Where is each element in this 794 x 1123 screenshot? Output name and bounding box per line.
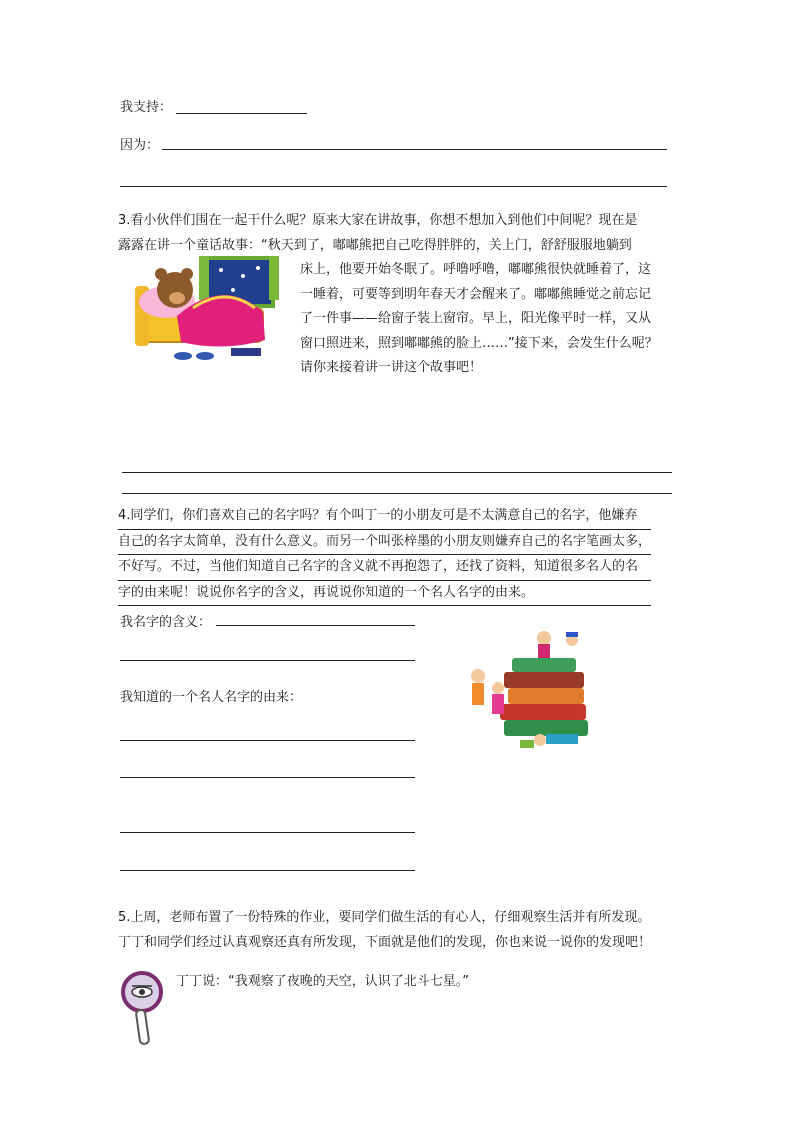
celebrity-answer-line-3[interactable]	[120, 832, 415, 833]
q3-answer-line-1[interactable]	[122, 472, 672, 473]
because-answer-line-1[interactable]	[162, 149, 667, 150]
because-answer-line-2[interactable]	[120, 186, 667, 187]
q3-story-line: 床上，他要开始冬眠了。呼噜呼噜，嘟嘟熊很快就睡着了，这	[300, 262, 652, 277]
q3-story-line: 了一件事——给窗子装上窗帘。早上，阳光像平时一样，又从	[300, 311, 652, 326]
celebrity-answer-line-2[interactable]	[120, 777, 415, 778]
book-stack-icon	[504, 720, 588, 736]
q3-intro-line: 露露在讲一个童话故事：“秋天到了，嘟嘟熊把自己吃得胖胖的，关上门，舒舒服服地躺到	[118, 237, 632, 253]
q3-answer-line-2[interactable]	[122, 493, 672, 494]
q3-story-line: 窗口照进来，照到嘟嘟熊的脸上……”接下来，会发生什么呢？	[300, 335, 658, 351]
q5-prompt	[118, 906, 651, 955]
celebrity-answer-line-1[interactable]	[120, 740, 415, 741]
name-meaning-label: 我名字的含义：	[120, 615, 212, 630]
dingding-quote: 丁丁说：“我观察了夜晚的天空，认识了北斗七星。”	[176, 974, 469, 989]
q5-line: 5.上周，老师布置了一份特殊的作业，要同学们做生活的有心人，仔细观察生活并有所发现。	[118, 910, 651, 925]
because-label: 因为：	[120, 138, 160, 153]
q3-story-line: 一睡着，可要等到明年春天才会醒来了。嘟嘟熊睡觉之前忘记	[300, 286, 652, 302]
kids-reading-books-illustration	[460, 628, 600, 754]
q3-intro	[118, 209, 637, 258]
celebrity-name-label: 我知道的一个名人名字的由来：	[120, 690, 303, 705]
name-meaning-line-2[interactable]	[120, 660, 415, 661]
q4-prompt	[118, 504, 651, 606]
q3-story-line: 请你来接着讲一讲这个故事吧！	[300, 360, 483, 375]
q4-line: 4.同学们，你们喜欢自己的名字吗？有个叫丁一的小朋友可是不太满意自己的名字，他嫌弃	[118, 504, 651, 530]
q3-intro-line: 3.看小伙伴们围在一起干什么呢？原来大家在讲故事，你想不想加入到他们中间呢？现在是	[118, 213, 638, 228]
q4-line: 不好写。不过，当他们知道自己名字的含义就不再抱怨了，还找了资料，知道很多名人的名	[118, 555, 651, 581]
magnifier-eye-icon	[120, 970, 166, 1054]
sleeping-bear-illustration	[133, 256, 283, 364]
q5-line: 丁丁和同学们经过认真观察还真有所发现，下面就是他们的发现，你也来说一说你的发现吧！	[118, 934, 652, 950]
q4-line: 字的由来呢！说说你名字的含义，再说说你知道的一个名人名字的由来。	[118, 581, 651, 607]
q4-line: 自己的名字太简单，没有什么意义。而另一个叫张梓墨的小朋友则嫌弃自己的名字笔画太多，	[118, 530, 651, 556]
support-label: 我支持：	[120, 100, 173, 115]
name-meaning-line-1[interactable]	[216, 625, 415, 626]
q3-story	[300, 258, 658, 381]
celebrity-answer-line-4[interactable]	[120, 870, 415, 871]
support-answer-line[interactable]	[176, 113, 307, 114]
